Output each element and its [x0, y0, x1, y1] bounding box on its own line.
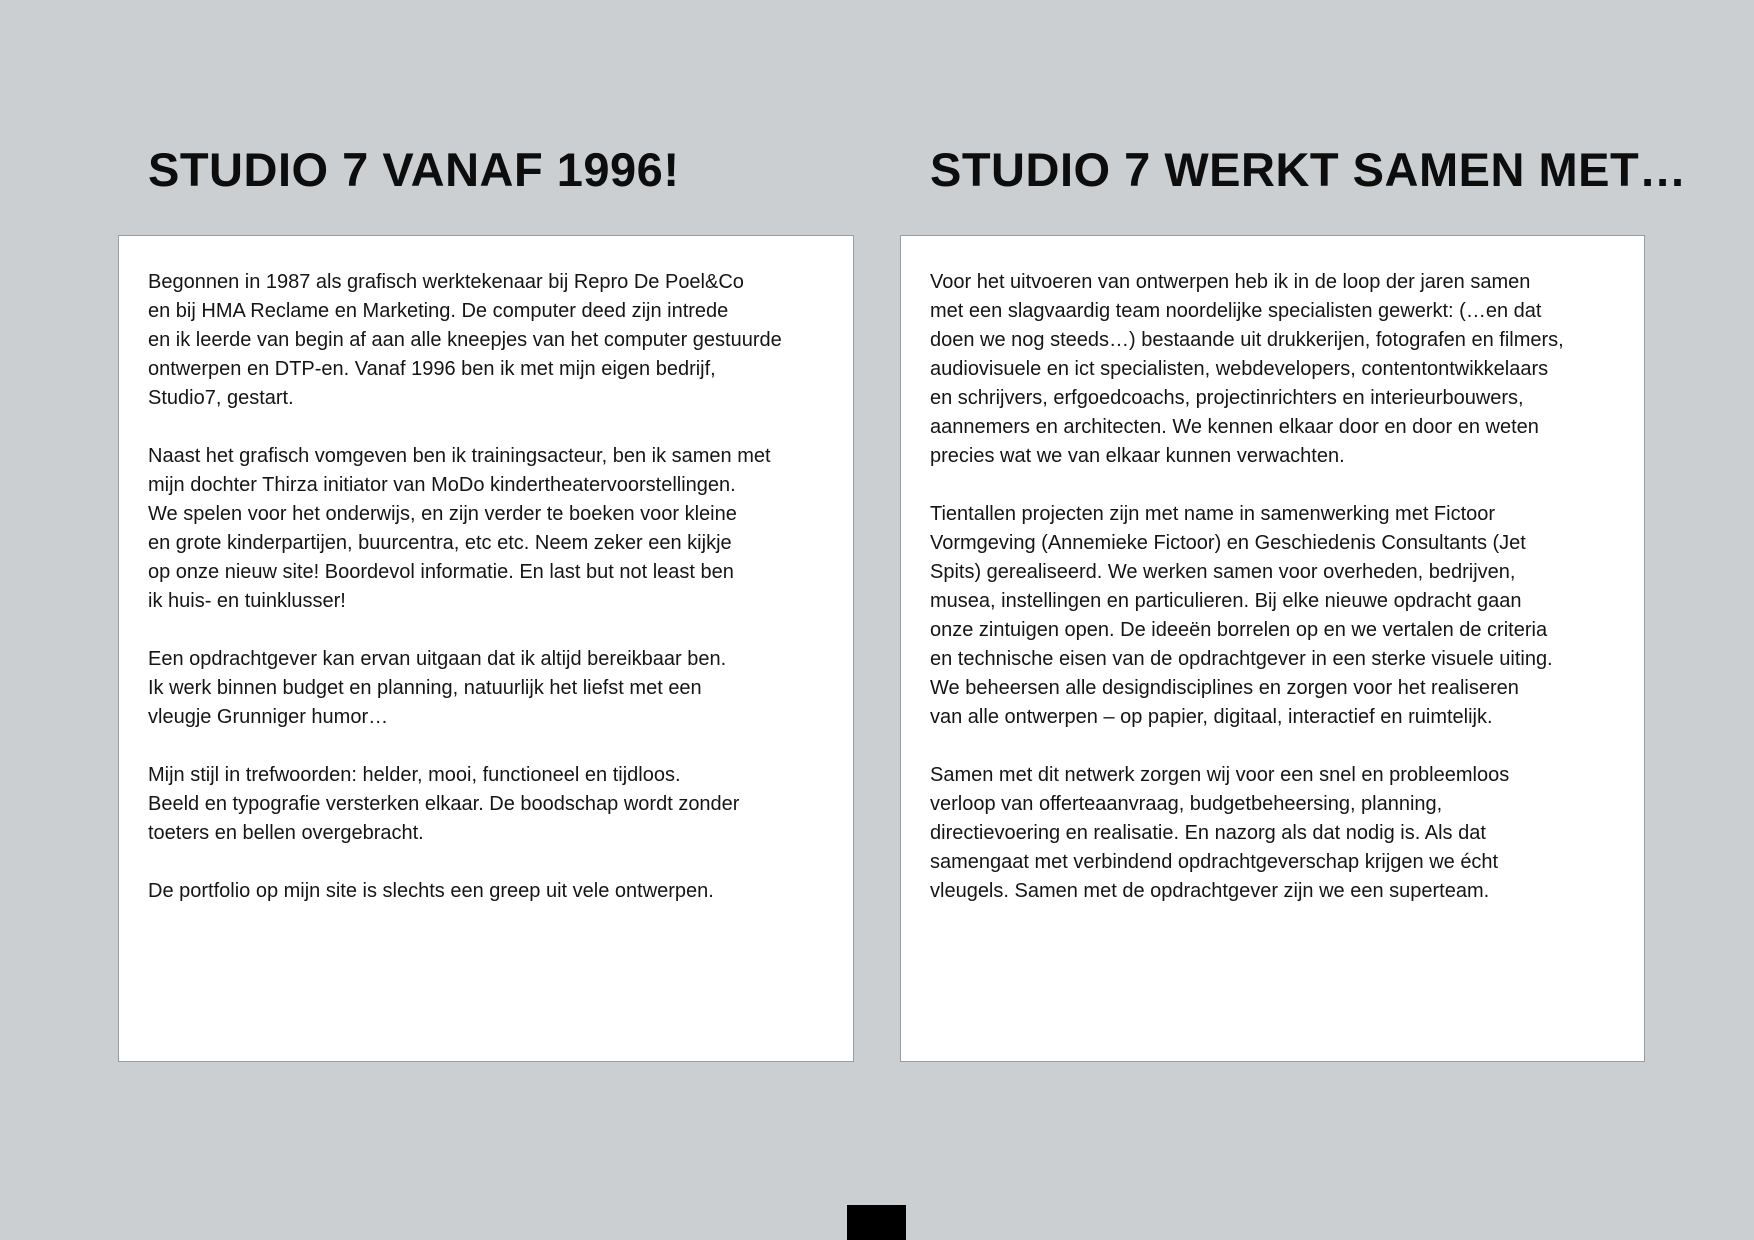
about-paragraph-5: De portfolio op mijn site is slechts een greep uit vele ontwerpen.	[148, 880, 714, 902]
about-text-body	[148, 268, 833, 935]
partners-text-panel	[900, 235, 1645, 1062]
about-paragraph-4: Mijn stijl in trefwoorden: helder, mooi, functioneel en tijdloos. Beeld en typografie versterken elkaar. De boodschap wordt zonder toeters en bellen overgebracht.	[148, 764, 740, 844]
partners-paragraph-1: Voor het uitvoeren van ontwerpen heb ik in de loop der jaren samen met een slagvaardig team noordelijke specialisten gewerkt: (…en dat doen we nog steeds…) bestaande uit drukkerijen, fotografen en filmers, audiovisuele en ict specialisten, webdevelopers, contentontwikkelaars en schrijvers, erfgoedcoachs, projectinrichters en interieurbouwers, aannemers en architecten. We kennen elkaar door en door en weten precies wat we van elkaar kunnen verwachten.	[930, 271, 1564, 467]
page-marker	[847, 1205, 906, 1240]
about-paragraph-2: Naast het grafisch vomgeven ben ik trainingsacteur, ben ik samen met mijn dochter Thirza initiator van MoDo kindertheatervoorstellingen. We spelen voor het onderwijs, en zijn verder te boeken voor kleine en grote kinderpartijen, buurcentra, etc etc. Neem zeker een kijkje op onze nieuw site! Boordevol informatie. En last but not least ben ik huis- en tuinklusser!	[148, 445, 771, 612]
about-text-panel	[118, 235, 854, 1062]
right-page-title: STUDIO 7 WERKT SAMEN MET…	[930, 143, 1687, 196]
about-paragraph-1: Begonnen in 1987 als grafisch werktekenaar bij Repro De Poel&Co en bij HMA Reclame en Marketing. De computer deed zijn intrede en ik leerde van begin af aan alle kneepjes van het computer gestuurde ontwerpen en DTP-en. Vanaf 1996 ben ik met mijn eigen bedrijf, Studio7, gestart.	[148, 271, 782, 409]
about-paragraph-3: Een opdrachtgever kan ervan uitgaan dat ik altijd bereikbaar ben. Ik werk binnen budget en planning, natuurlijk het liefst met een vleugje Grunniger humor…	[148, 648, 727, 728]
partners-text-body	[930, 268, 1624, 935]
left-page-title: STUDIO 7 VANAF 1996!	[148, 143, 680, 196]
partners-paragraph-2: Tientallen projecten zijn met name in samenwerking met Fictoor Vormgeving (Annemieke Fictoor) en Geschiedenis Consultants (Jet Spits) gerealiseerd. We werken samen voor overheden, bedrijven, musea, instellingen en particulieren. Bij elke nieuwe opdracht gaan onze zintuigen open. De ideeën borrelen op en we vertalen de criteria en technische eisen van de opdrachtgever in een sterke visuele uiting. We beheersen alle designdisciplines en zorgen voor het realiseren van alle ontwerpen – op papier, digitaal, interactief en ruimtelijk.	[930, 503, 1553, 728]
partners-paragraph-3: Samen met dit netwerk zorgen wij voor een snel en probleemloos verloop van offerteaanvraag, budgetbeheersing, planning, directievoering en realisatie. En nazorg als dat nodig is. Als dat samengaat met verbindend opdrachtgeverschap krijgen we écht vleugels. Samen met de opdrachtgever zijn we een superteam.	[930, 764, 1510, 902]
